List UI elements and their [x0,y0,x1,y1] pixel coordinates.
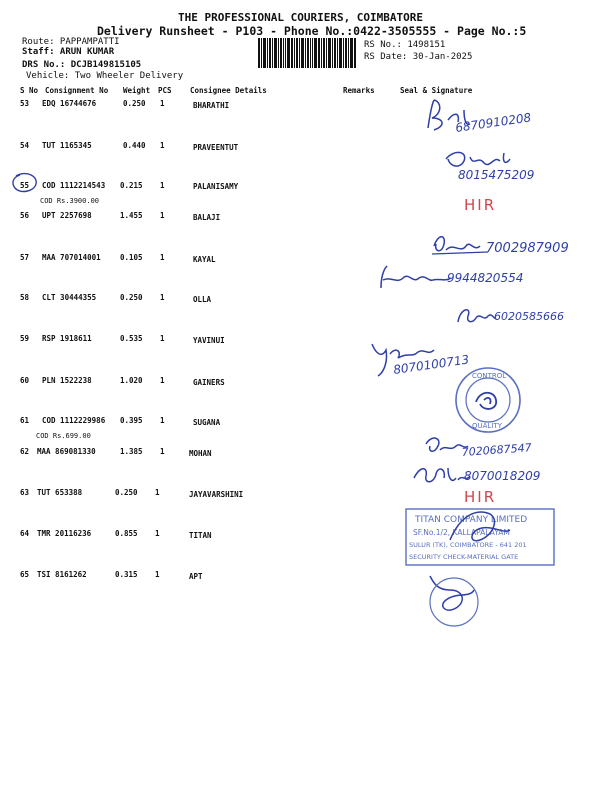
row-sno: 54 [20,141,30,150]
svg-text:HIR: HIR [464,196,497,214]
svg-text:SF.No.1/2, KALLAPALAYAM: SF.No.1/2, KALLAPALAYAM [413,528,510,537]
row-pcs: 1 [155,570,160,579]
row-sno: 62 [20,447,30,456]
row-consignment: TSI 8161262 [37,570,87,579]
signature-58 [450,298,590,332]
row-sno: 60 [20,376,30,385]
vehicle: Vehicle: Two Wheeler Delivery [26,71,184,81]
row-pcs: 1 [160,253,165,262]
row-consignment: CLT 30444355 [42,293,97,302]
row-consignment: TUT 653388 [37,488,83,497]
row-consignment: COD 1112214543 [42,181,106,190]
hir-mark-1 [462,192,522,216]
row-weight: 1.455 [120,211,143,220]
signature-56 [430,228,595,264]
signature-54 [440,145,590,190]
col-sno: S No [20,86,39,95]
row-pcs: 1 [160,211,165,220]
row-consignment: MAA 869081330 [37,447,96,456]
svg-text:6870910208: 6870910208 [454,110,533,135]
row-pcs: 1 [160,334,165,343]
svg-text:8015475209: 8015475209 [458,168,535,182]
row-weight: 0.215 [120,181,143,190]
col-seal-signature: Seal & Signature [400,86,473,95]
row-consignee: BALAJI [193,213,221,222]
col-consignment: Consignment No [45,86,109,95]
col-consignee: Consignee Details [190,86,267,95]
row-consignment: TUT 1165345 [42,141,92,150]
svg-text:QUALITY: QUALITY [472,422,502,430]
row-pcs: 1 [160,293,165,302]
runsheet-title: Delivery Runsheet - P103 - Phone No.:0422-3505555 - Page No.:5 [97,24,527,38]
staff: Staff: ARUN KUMAR [22,47,115,57]
row-consignee: MOHAN [189,449,212,458]
row-consignment: UPT 2257698 [42,211,92,220]
row-consignment: COD 1112229986 [42,416,106,425]
signature-57 [375,262,550,296]
row-sno: 53 [20,99,30,108]
svg-text:7020687547: 7020687547 [461,441,533,459]
row-consignee: BHARATHI [193,101,230,110]
svg-text:8070100713: 8070100713 [392,352,471,377]
drs-number: DRS No.: DCJB149815105 [22,60,142,70]
row-sno: 61 [20,416,30,425]
row-weight: 0.395 [120,416,143,425]
row-pcs: 1 [155,488,160,497]
row-consignment: EDQ 16744676 [42,99,97,108]
route: Route: PAPPAMPATTI [22,37,120,47]
company-name: THE PROFESSIONAL COURIERS, COIMBATORE [178,11,424,24]
row-sno: 57 [20,253,30,262]
col-pcs: PCS [158,86,172,95]
rs-date: RS Date: 30-Jan-2025 [364,52,473,62]
row-consignee: APT [189,572,203,581]
row-weight: 1.385 [120,447,143,456]
svg-text:SULUR (TK), COIMBATORE - 641 2: SULUR (TK), COIMBATORE - 641 201 [409,541,527,549]
row-weight: 0.250 [123,99,146,108]
svg-text:CONTROL: CONTROL [472,372,507,380]
row-consignee: SUGANA [193,418,221,427]
row-consignment: TMR 20116236 [37,529,92,538]
row-sno: 56 [20,211,30,220]
svg-text:TITAN COMPANY LIMITED: TITAN COMPANY LIMITED [415,515,528,525]
row-weight: 0.105 [120,253,143,262]
row-pcs: 1 [160,141,165,150]
row-pcs: 1 [155,529,160,538]
row-pcs: 1 [160,416,165,425]
svg-text:9944820554: 9944820554 [447,271,524,285]
row-consignee: PALANISAMY [193,182,239,191]
svg-text:HIR: HIR [464,488,497,506]
row-weight: 0.535 [120,334,143,343]
row-consignee: KAYAL [193,255,216,264]
svg-text:7002987909: 7002987909 [486,241,569,256]
row-cod-amount: COD Rs.699.00 [36,432,91,440]
row-pcs: 1 [160,99,165,108]
row-pcs: 1 [160,447,165,456]
row-consignee: GAINERS [193,378,225,387]
row-consignee: TITAN [189,531,212,540]
row-weight: 1.020 [120,376,143,385]
row-consignee: PRAVEENTUT [193,143,239,152]
row-cod-amount: COD Rs.3900.00 [40,197,100,205]
row-consignee: YAVINUI [193,336,225,345]
row-weight: 0.250 [115,488,138,497]
signature-64 [440,500,520,570]
row-sno: 55 [20,181,30,190]
row-consignee: JAYAVARSHINI [189,490,244,499]
signature-53 [420,92,580,142]
svg-text:6020585666: 6020585666 [494,310,564,323]
barcode [258,38,356,68]
row-weight: 0.250 [120,293,143,302]
row-sno: 59 [20,334,30,343]
row-consignment: PLN 1522238 [42,376,92,385]
row-pcs: 1 [160,376,165,385]
row-sno: 64 [20,529,30,538]
circle-mark [10,170,40,196]
svg-text:SECURITY CHECK-MATERIAL GATE: SECURITY CHECK-MATERIAL GATE [409,553,519,561]
col-weight: Weight [123,86,151,95]
row-consignment: MAA 707014001 [42,253,101,262]
row-sno: 63 [20,488,30,497]
row-pcs: 1 [160,181,165,190]
svg-text:8070018209: 8070018209 [464,469,541,483]
row-weight: 0.315 [115,570,138,579]
row-consignee: OLLA [193,295,212,304]
col-remarks: Remarks [343,86,375,95]
round-stamp [448,360,528,440]
rs-number: RS No.: 1498151 [364,40,446,50]
row-consignment: RSP 1918611 [42,334,92,343]
row-weight: 0.855 [115,529,138,538]
row-sno: 65 [20,570,30,579]
signature-65 [420,568,500,638]
row-sno: 58 [20,293,30,302]
row-weight: 0.440 [123,141,146,150]
